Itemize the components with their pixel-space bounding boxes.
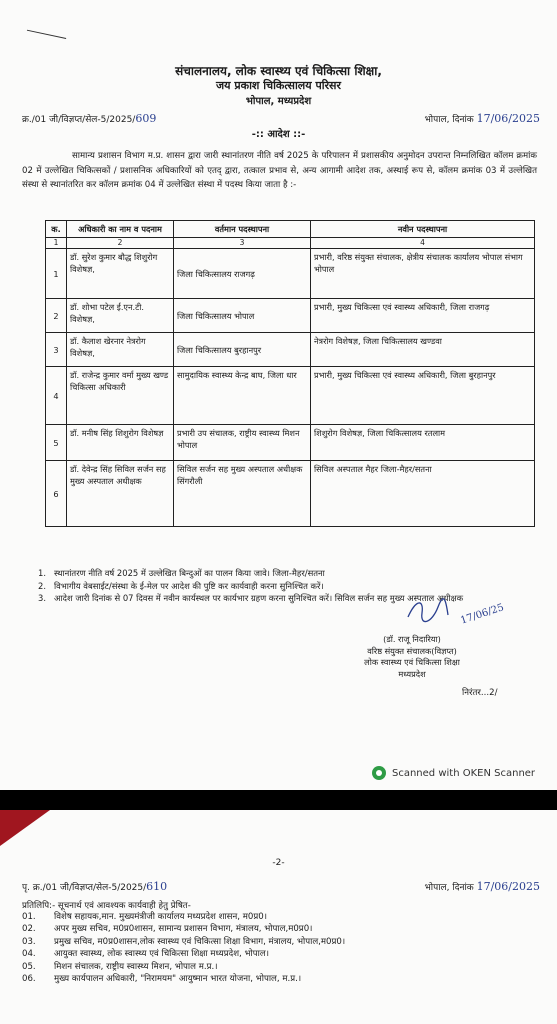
- scanner-label: Scanned with OKEN Scanner: [392, 767, 536, 779]
- row-number: 4: [46, 367, 67, 425]
- table-row: [46, 249, 535, 299]
- current-posting: प्रभारी उप संचालक, राष्ट्रीय स्वास्थ्य मिशन भोपाल: [174, 425, 311, 461]
- date-handwritten: 17/06/2025: [476, 112, 540, 125]
- table-row: [46, 461, 535, 527]
- officer-name: डॉ. शोभा पटेल ई.एन.टी. विशेषज्ञ,: [67, 299, 174, 333]
- pen-mark: [27, 16, 69, 39]
- officer-name: डॉ. देवेन्द्र सिंह सिविल सर्जन सह मुख्य अस्पताल अधीक्षक: [67, 461, 174, 527]
- new-posting: शिशुरोग विशेषज्ञ, जिला चिकित्सालय रतलाम: [311, 425, 535, 461]
- order-reference: [22, 112, 156, 125]
- order-date: [424, 112, 540, 125]
- new-posting: प्रभारी, मुख्य चिकित्सा एवं स्वास्थ्य अधिकारी, जिला राजगढ़: [311, 299, 535, 333]
- document-page-2: [0, 810, 557, 1024]
- officer-name: डॉ. कैलाश खेरनार नेत्ररोग विशेषज्ञ,: [67, 333, 174, 367]
- index-cell: 1: [46, 238, 67, 249]
- list-item: 06. मुख्य कार्यपालन अधिकारी, "निरामयम" आयुष्मान भारत योजना, भोपाल, म.प्र.।: [22, 974, 302, 985]
- instruction-item: 1. स्थानांतरण नीति वर्ष 2025 में उल्लेखित बिन्दुओं का पालन किया जावे। जिला-मैहर/सतना: [38, 568, 325, 578]
- col-header-name: अधिकारी का नाम व पदनाम: [67, 221, 174, 238]
- index-cell: 3: [174, 238, 311, 249]
- order-ref-text: क्र./01 जी/विज्ञप्त/सेल-5/2025/: [22, 115, 136, 125]
- row-number: 2: [46, 299, 67, 333]
- col-header-current: वर्तमान पदस्थापना: [174, 221, 311, 238]
- intro-paragraph: सामान्य प्रशासन विभाग म.प्र. शासन द्वारा जारी स्थानांतरण नीति वर्ष 2025 के परिपालन में प्रशासकीय अनुमोदन उपरान्त निम्नलिखित कॉलम क्रमांक 02 में उल्लेखित चिकित्सकों / प्रशासनिक अधिकारियों को एतद् द्वारा, तत्काल प्रभाव से, अन्य आगामी आदेश तक, अस्थाई रूप से, कॉलम क्रमांक 03 में उल्लेखित संस्था से स्थानांतरित कर कॉलम क्रमांक 04 में उल्लेखित संस्था में पदस्थ किया जाता है :-: [22, 151, 537, 190]
- table-header-row: [46, 221, 535, 238]
- page-number: -2-: [272, 858, 285, 868]
- row-number: 6: [46, 461, 67, 527]
- list-item: 03. प्रमुख सचिव, म0प्र0शासन,लोक स्वास्थ्य एवं चिकित्सा शिक्षा विभाग, मंत्रालय, भोपाल,म0प्र0।: [22, 936, 346, 947]
- handwritten-signature: [402, 595, 522, 629]
- new-posting: प्रभारी, वरिष्ठ संयुक्त संचालक, क्षेत्रीय संचालक कार्यालय भोपाल संभाग भोपाल: [311, 249, 535, 299]
- current-posting: सिविल सर्जन सह मुख्य अस्पताल अधीक्षक सिंगरौली: [174, 461, 311, 527]
- instruction-item: 2. विभागीय वेबसाईट/संस्था के ई-मेल पर आदेश की पुष्टि कर कार्यवाही करना सुनिश्चित करें।: [38, 580, 324, 591]
- endorsement-ref-number: 610: [146, 880, 168, 893]
- new-posting: सिविल अस्पताल मैहर जिला-मैहर/सतना: [311, 461, 535, 527]
- place-date-label: भोपाल, दिनांक: [424, 115, 474, 125]
- header-directorate: संचालनालय, लोक स्वास्थ्य एवं चिकित्सा शिक्षा,: [175, 64, 382, 78]
- current-posting: जिला चिकित्सालय राजगढ़: [174, 249, 311, 299]
- officer-name: डॉ. मनीष सिंह शिशुरोग विशेषज्ञ: [67, 425, 174, 461]
- endorsement-reference: [22, 880, 167, 893]
- header-hospital: जय प्रकाश चिकित्सालय परिसर: [216, 79, 341, 92]
- page-separator: [0, 790, 557, 810]
- list-item: 04. आयुक्त स्वास्थ्य, लोक स्वास्थ्य एवं चिकित्सा शिक्षा मध्यप्रदेश, भोपाल।: [22, 949, 269, 960]
- signatory-state: मध्यप्रदेश: [398, 668, 426, 679]
- table-row: [46, 425, 535, 461]
- index-cell: 2: [67, 238, 174, 249]
- instruction-item: 3. आदेश जारी दिनांक से 07 दिवस में नवीन कार्यस्थल पर कार्यभार ग्रहण करना सुनिश्चित करें। सिविल सर्जन सह मुख्य अस्पताल अधीक्षक: [38, 593, 464, 603]
- transfer-table: [45, 220, 535, 527]
- table-index-row: [46, 238, 535, 249]
- current-posting: जिला चिकित्सालय बुरहानपुर: [174, 333, 311, 367]
- header-city: भोपाल, मध्यप्रदेश: [245, 96, 312, 107]
- place-date-label: भोपाल, दिनांक: [424, 883, 474, 893]
- order-ref-number: 609: [135, 112, 157, 125]
- endorsement-date: [424, 880, 540, 893]
- table-row: [46, 333, 535, 367]
- date-handwritten: 17/06/2025: [476, 880, 540, 893]
- signatory-dept: लोक स्वास्थ्य एवं चिकित्सा शिक्षा: [364, 657, 460, 667]
- row-number: 1: [46, 249, 67, 299]
- officer-name: डॉ. राजेन्द्र कुमार वर्मा मुख्य खण्ड चिकित्सा अधिकारी: [67, 367, 174, 425]
- col-header-num: क.: [46, 221, 67, 238]
- table-row: [46, 299, 535, 333]
- scanner-logo-icon: [372, 766, 386, 780]
- signature-date: 17/06/25: [459, 602, 506, 627]
- officer-name: डॉ. सुरेश कुमार बौद्ध शिशुरोग विशेषज्ञ,: [67, 249, 174, 299]
- copy-to-list: [22, 911, 542, 985]
- row-number: 5: [46, 425, 67, 461]
- index-cell: 4: [311, 238, 535, 249]
- endorsement-ref-text: पृ. क्र./01 जी/विज्ञप्त/सेल-5/2025/: [22, 883, 147, 893]
- new-posting: प्रभारी, मुख्य चिकित्सा एवं स्वास्थ्य अधिकारी, जिला बुरहानपुर: [311, 367, 535, 425]
- list-item: 02. अपर मुख्य सचिव, म0प्र0शासन, सामान्य प्रशासन विभाग, मंत्रालय, भोपाल,म0प्र0।: [22, 924, 313, 935]
- row-number: 3: [46, 333, 67, 367]
- list-item: 05. मिशन संचालक, राष्ट्रीय स्वास्थ्य मिशन, भोपाल म.प्र.।: [22, 961, 218, 972]
- current-posting: जिला चिकित्सालय भोपाल: [174, 299, 311, 333]
- current-posting: सामुदायिक स्वास्थ्य केन्द्र बाघ, जिला धार: [174, 367, 311, 425]
- col-header-new: नवीन पदस्थापना: [311, 221, 535, 238]
- new-posting: नेत्ररोग विशेषज्ञ, जिला चिकित्सालय खण्डवा: [311, 333, 535, 367]
- table-row: [46, 367, 535, 425]
- list-item: 01. विशेष सहायक,मान. मुख्यमंत्रीजी कार्यालय मध्यप्रदेश शासन, म0प्र0।: [22, 912, 267, 922]
- signatory-name: (डॉ. राजू निदारिया): [383, 634, 441, 644]
- copy-to-intro: प्रतिलिपि:- सूचनार्थ एवं आवश्यक कार्यवाही हेतु प्रेषित-: [22, 901, 191, 911]
- order-title: -:: आदेश ::-: [251, 129, 306, 140]
- signatory-block: [312, 634, 512, 680]
- scanner-watermark: [372, 766, 535, 780]
- red-corner-strip: [0, 810, 50, 846]
- signatory-designation: वरिष्ठ संयुक्त संचालक(विज्ञप्त): [367, 645, 457, 656]
- continued-marker: निरंतर...2/: [462, 688, 498, 698]
